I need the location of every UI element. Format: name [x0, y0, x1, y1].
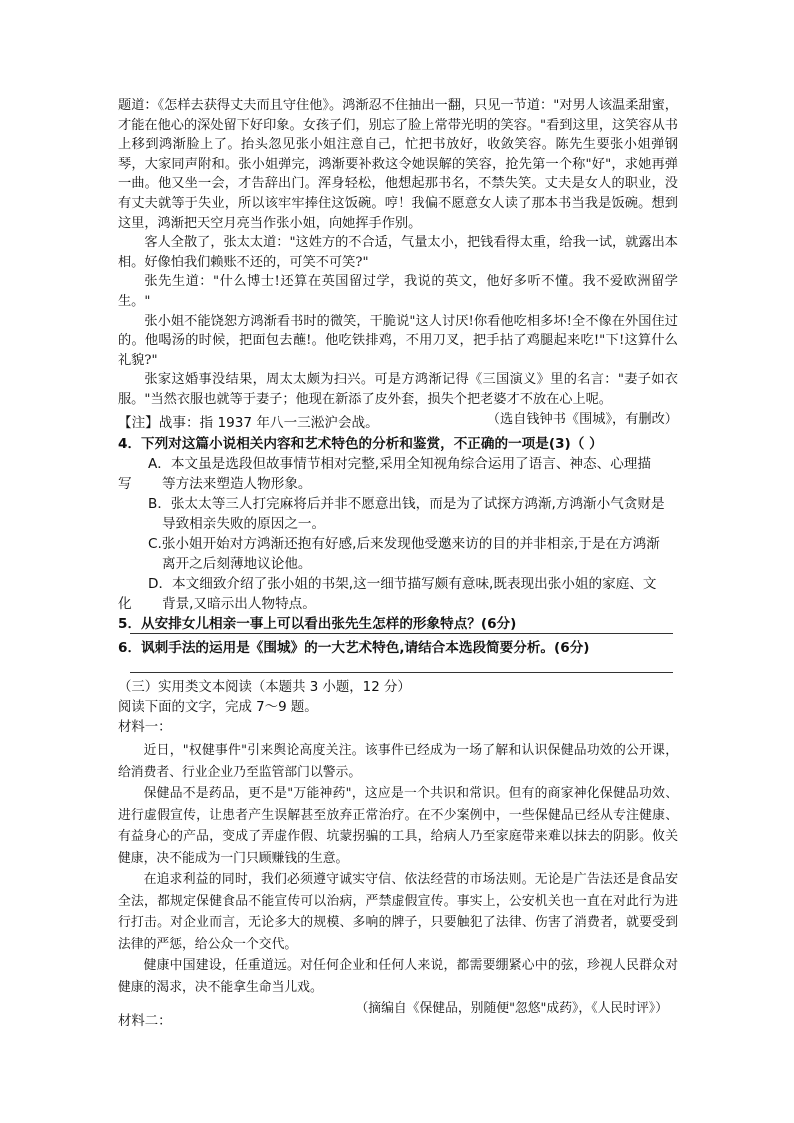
story-source: （选自钱钟书《围城》，有删改） [486, 411, 678, 427]
story-excerpt [118, 96, 678, 429]
material-1-paragraph: 在追求利益的同时，我们必须遵守诚实守信、依法经营的市场法则。无论是广告法还是食品安全法，都规定保健食品不能宣传可以治病，严禁虚假宣传。事实上，公安机关也一直在对此行为进行打击。对企业而言，无论多大的规模、多响的牌子，只要触犯了法律、伤害了消费者，就要受到法律的严惩，给公众一个交代。 [118, 872, 678, 952]
option-d-overflow: 化 [118, 596, 132, 612]
material-1 [118, 740, 678, 1020]
story-paragraph: 张先生道："什么博士!还算在英国留过学，我说的英文，他好多听不懂。我不爱欧洲留学生。" [118, 274, 678, 309]
option-d-line1: D．本文细致介绍了张小姐的书架,这一细节描写颇有意味,既表现出张小姐的家庭、文 [148, 576, 657, 592]
option-d-line2: 背景,又暗示出人物特点。 [162, 596, 316, 612]
option-a-line1: A．本文虽是选段但故事情节相对完整,采用全知视角综合运用了语言、神态、心理描 [148, 456, 651, 472]
option-a-overflow: 写 [118, 476, 132, 492]
section-3-heading: （三）实用类文本阅读（本题共 3 小题，12 分） [118, 680, 411, 695]
footnote-text: 【注】战事：指 1937 年八一三淞沪会战。 [118, 415, 379, 431]
story-paragraph: 张家这婚事没结果，周太太颇为扫兴。可是方鸿渐记得《三国演义》里的名言："妻子如衣服。"当然衣服也就等于妻子；他现在新添了皮外套，损失个把老婆才不放在心上呢。 [118, 372, 678, 407]
question-6: 6．讽刺手法的运用是《围城》的一大艺术特色,请结合本选段简要分析。(6分) [118, 640, 590, 656]
option-b-line1: B．张太太等三人打完麻将后并非不愿意出钱，而是为了试探方鸿渐,方鸿渐小气贪财是 [148, 496, 665, 512]
material-1-label: 材料一： [118, 720, 172, 735]
material-1-paragraph: 近日，"权健事件"引来舆论高度关注。该事件已经成为一场了解和认识保健品功效的公开课，给消费者、行业企业乃至监管部门以警示。 [118, 743, 678, 780]
answer-line [130, 672, 673, 673]
question-5: 5．从安排女儿相亲一事上可以看出张先生怎样的形象特点？(6分) [118, 616, 517, 632]
question-6-block [118, 638, 678, 658]
option-c-line1: C.张小姐开始对方鸿渐还抱有好感,后来发现他受邀来访的目的并非相亲,于是在方鸿渐 [148, 536, 660, 552]
option-a-line2: 等方法来塑造人物形象。 [162, 476, 312, 492]
material-2-header [118, 1012, 678, 1032]
option-d[interactable] [118, 574, 678, 614]
option-b[interactable] [118, 494, 678, 534]
option-b-line2: 导致相亲失败的原因之一。 [162, 516, 326, 532]
material-1-paragraph: 保健品不是药品，更不是"万能神药"，这应是一个共识和常识。但有的商家神化保健品功效、进行虚假宣传，让患者产生误解甚至放弃正常治疗。在不少案例中，一些保健品已经从专注健康、有益身心的产品，变成了弄虚作假、坑蒙拐骗的工具，给病人乃至家庭带来难以抹去的阴影。攸关健康，决不能成为一门只顾赚钱的生意。 [118, 786, 678, 866]
material-1-paragraph: 健康中国建设，任重道远。对任何企业和任何人来说，都需要绷紧心中的弦，珍视人民群众对健康的渴求，决不能拿生命当儿戏。 [118, 958, 678, 995]
story-paragraph: 客人全散了，张太太道："这姓方的不合适，气量太小，把钱看得太重，给我一试，就露出本相。好像怕我们赖账不还的，可笑不可笑?" [118, 235, 678, 270]
material-2-label: 材料二： [118, 1014, 172, 1029]
footnote [118, 413, 678, 433]
option-c[interactable] [118, 534, 678, 574]
option-a[interactable] [118, 454, 678, 494]
story-paragraph: 张小姐不能饶恕方鸿渐看书时的微笑，干脆说"这人讨厌!你看他吃相多坏!全不像在外国住过的。他喝汤的时候，把面包去蘸!。他吃铁排鸡，不用刀叉，把手拈了鸡腿起来吃!"下!这算什么礼貌?" [118, 313, 678, 368]
material-1-source: （摘编自《保健品，别随便"忽悠"成药》，《人民时评》） [355, 1001, 668, 1016]
answer-line [130, 633, 673, 634]
option-c-line2: 离开之后刻薄地议论他。 [162, 556, 312, 572]
question-4 [118, 434, 678, 634]
section-3-instruction: 阅读下面的文字，完成 7～9 题。 [118, 700, 318, 715]
question-4-stem: 4．下列对这篇小说相关内容和艺术特色的分析和鉴赏，不正确的一项是(3)（ ） [118, 436, 603, 452]
section-3-header [118, 678, 678, 738]
story-paragraph: 题道：《怎样去获得丈夫而且守住他》。鸿渐忍不住抽出一翻，只见一节道："对男人该温柔甜蜜，才能在他心的深处留下好印象。女孩子们，别忘了脸上常带光明的笑容。"看到这里，这笑容从书上移到鸿渐脸上了。抬头忽见张小姐注意自己，忙把书放好，收敛笑容。陈先生要张小姐弹钢琴，大家同声附和。张小姐弹完，鸿渐要补救这令她误解的笑容，抢先第一个称"好"，求她再弹一曲。他又坐一会，才告辞出门。浑身轻松，他想起那书名，不禁失笑。丈夫是女人的职业，没有丈夫就等于失业，所以该牢牢捧住这饭碗。哼！我偏不愿意女人读了那本书当我是饭碗。想到这里，鸿渐把天空月亮当作张小姐，向她挥手作别。 [118, 98, 678, 231]
